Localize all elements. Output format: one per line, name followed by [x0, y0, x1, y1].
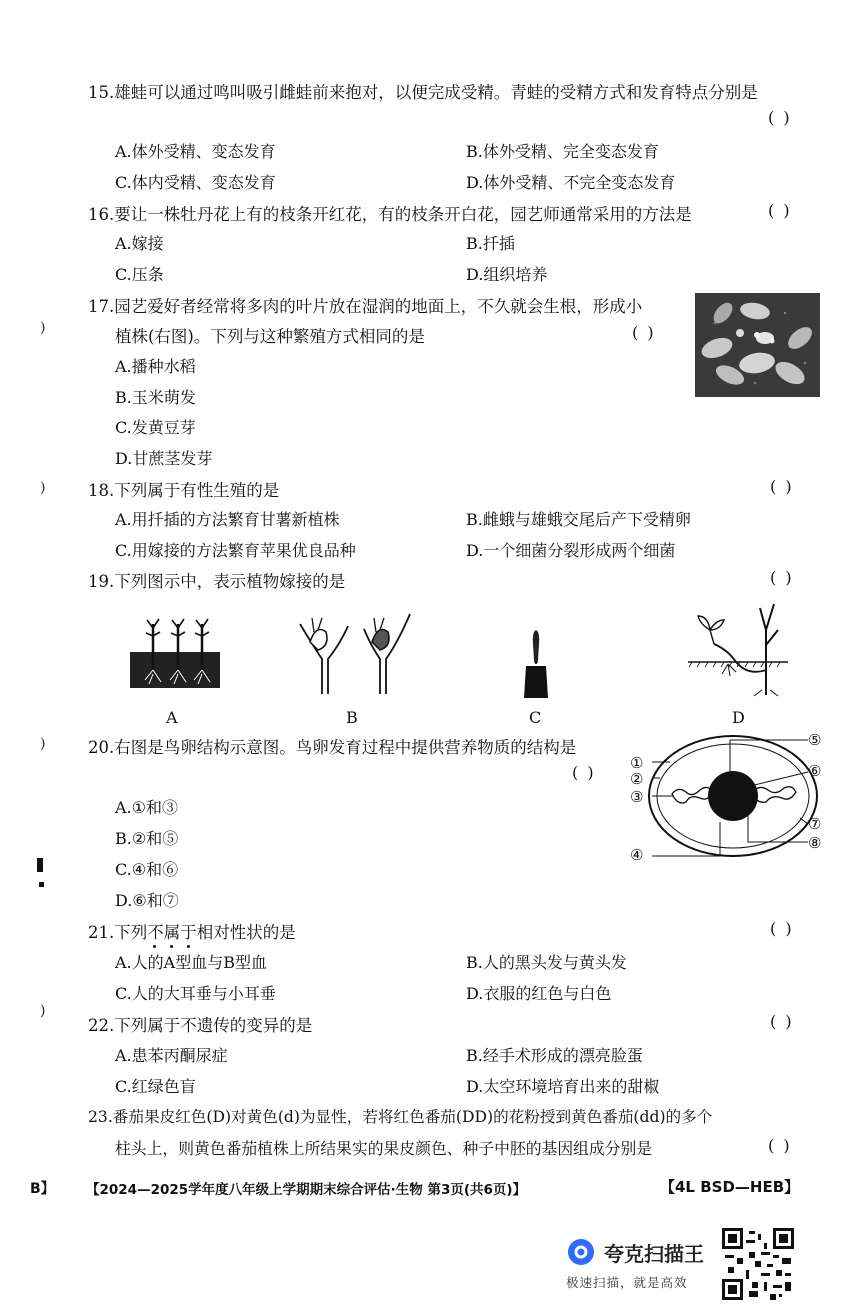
egg-label-7: ⑦ [808, 815, 822, 833]
q20-option-c: C.④和⑥ [115, 860, 179, 879]
q18-answer-paren: ( ) [770, 477, 794, 496]
q19-label-a: A [166, 708, 178, 727]
quark-logo-icon [566, 1237, 596, 1267]
egg-label-1: ① [630, 754, 644, 772]
q15-option-c: C.体内受精、变态发育 [115, 173, 276, 192]
q21-option-b: B.人的黑头发与黄头发 [466, 953, 627, 972]
q23-stem-line2: 柱头上，则黄色番茄植株上所结果实的果皮颜色、种子中胚的基因组成分别是 [115, 1139, 653, 1158]
q21-stem-suffix: 相对性状的是 [196, 923, 296, 942]
q20-option-d: D.⑥和⑦ [115, 891, 179, 910]
q16-stem: 16.要让一株牡丹花上有的枝条开红花，有的枝条开白花，园艺师通常采用的方法是 [88, 205, 692, 224]
q17-option-c: C.发黄豆芽 [115, 418, 196, 437]
q15-option-b: B.体外受精、完全变态发育 [466, 142, 659, 161]
q15-stem: 15.雄蛙可以通过鸣叫吸引雌蛙前来抱对，以便完成受精。青蛙的受精方式和发育特点分别是 [88, 83, 758, 102]
q22-option-c: C.红绿色盲 [115, 1077, 196, 1096]
margin-mark: ) [40, 480, 46, 496]
egg-label-4: ④ [630, 846, 644, 864]
q19-stem: 19.下列图示中，表示植物嫁接的是 [88, 572, 346, 591]
qr-code-icon [722, 1228, 794, 1300]
q19-figure-c-tissue-culture [516, 624, 556, 700]
q22-option-d: D.太空环境培育出来的甜椒 [466, 1077, 660, 1096]
q18-stem: 18.下列属于有性生殖的是 [88, 481, 280, 500]
margin-smudge [37, 858, 43, 872]
margin-mark: ) [40, 320, 46, 336]
succulent-leaves-photo [695, 293, 820, 397]
margin-smudge [39, 882, 44, 887]
footer-left-mark: B】 [30, 1181, 55, 1197]
q18-option-b: B.雌蛾与雄蛾交尾后产下受精卵 [466, 510, 691, 529]
q19-figure-a-cuttings [128, 612, 223, 692]
q22-option-b: B.经手术形成的漂亮脸蛋 [466, 1046, 643, 1065]
q16-option-c: C.压条 [115, 265, 164, 284]
q17-answer-paren: ( ) [632, 323, 656, 342]
scanner-slogan: 极速扫描，就是高效 [566, 1275, 688, 1290]
q21-option-d: D.衣服的红色与白色 [466, 984, 612, 1003]
q20-option-a: A.①和③ [115, 798, 178, 817]
q15-option-a: A.体外受精、变态发育 [115, 142, 276, 161]
q23-stem-line1: 23.番茄果皮红色(D)对黄色(d)为显性，若将红色番茄(DD)的花粉授到黄色番茄(dd)的多个 [88, 1108, 713, 1126]
q16-option-d: D.组织培养 [466, 265, 548, 284]
q19-figure-d-layering [688, 600, 788, 698]
q19-label-b: B [346, 708, 358, 727]
margin-mark: ) [40, 1003, 46, 1019]
q20-bird-egg-diagram [630, 726, 830, 876]
q17-option-d: D.甘蔗茎发芽 [115, 449, 213, 468]
q21-stem [88, 919, 296, 943]
q18-option-a: A.用扦插的方法繁育甘薯新植株 [115, 510, 340, 529]
q19-figure-b-grafting [292, 604, 417, 696]
q20-answer-paren: ( ) [572, 763, 596, 782]
footer-code: 【4L BSD—HEB】 [660, 1178, 800, 1196]
q19-label-d: D [732, 708, 745, 727]
q16-option-a: A.嫁接 [115, 234, 164, 253]
egg-label-3: ③ [630, 788, 644, 806]
q22-option-a: A.患苯丙酮尿症 [115, 1046, 228, 1065]
q21-stem-emphasis: 不属于 [147, 923, 197, 942]
egg-label-8: ⑧ [808, 834, 822, 852]
egg-label-6: ⑥ [808, 762, 822, 780]
footer-page-info: 【2024—2025学年度八年级上学期期末综合评估·生物 第3页(共6页)】 [86, 1182, 527, 1198]
q19-label-c: C [529, 708, 542, 727]
scanner-brand: 夸克扫描王 [604, 1242, 704, 1266]
q16-answer-paren: ( ) [768, 201, 792, 220]
egg-label-5: ⑤ [808, 731, 822, 749]
q17-stem-line1: 17.园艺爱好者经常将多肉的叶片放在湿润的地面上，不久就会生根，形成小 [88, 297, 643, 316]
q21-answer-paren: ( ) [770, 919, 794, 938]
q15-answer-paren: ( ) [768, 108, 792, 127]
q21-stem-prefix: 21.下列 [88, 923, 148, 942]
q20-stem: 20.右图是鸟卵结构示意图。鸟卵发育过程中提供营养物质的结构是 [88, 738, 577, 757]
q19-answer-paren: ( ) [770, 568, 794, 587]
q22-stem: 22.下列属于不遗传的变异的是 [88, 1016, 313, 1035]
q17-option-b: B.玉米萌发 [115, 388, 196, 407]
q16-option-b: B.扦插 [466, 234, 515, 253]
egg-label-2: ② [630, 770, 644, 788]
q21-option-c: C.人的大耳垂与小耳垂 [115, 984, 276, 1003]
q18-option-d: D.一个细菌分裂形成两个细菌 [466, 541, 676, 560]
q18-option-c: C.用嫁接的方法繁育苹果优良品种 [115, 541, 356, 560]
q23-answer-paren: ( ) [768, 1136, 792, 1155]
q22-answer-paren: ( ) [770, 1012, 794, 1031]
q17-stem-line2: 植株(右图)。下列与这种繁殖方式相同的是 [115, 327, 425, 346]
margin-mark: ) [40, 736, 46, 752]
q20-option-b: B.②和⑤ [115, 829, 179, 848]
q17-option-a: A.播种水稻 [115, 357, 196, 376]
q21-option-a: A.人的A型血与B型血 [115, 953, 267, 972]
q15-option-d: D.体外受精、不完全变态发育 [466, 173, 676, 192]
